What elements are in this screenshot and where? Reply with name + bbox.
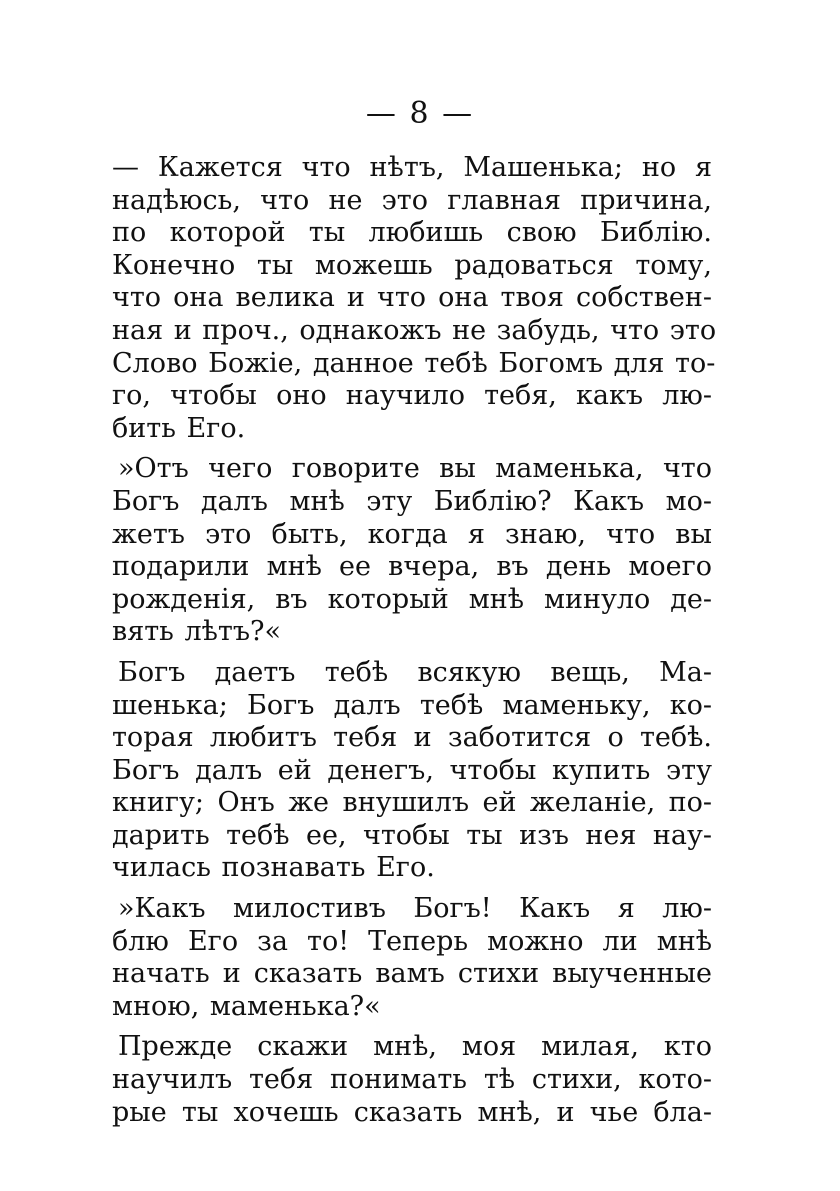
text-line: Прежде скажи мнѣ, моя милая, кто (118, 1031, 712, 1063)
text-line: что она велика и что она твоя собствен- (112, 282, 712, 314)
text-line: — Кажется что нѣтъ, Машенька; но я (112, 152, 712, 183)
paragraph-3 (112, 657, 712, 885)
page-number: — 8 — (365, 96, 475, 131)
text-line: надѣюсь, что не это главная причина, (112, 184, 712, 216)
text-line: начать и сказать вамъ стихи выученные (112, 958, 712, 990)
paragraph-4 (112, 893, 712, 1023)
text-line: по которой ты любишь свою Библію. (112, 217, 712, 249)
text-line: жетъ это быть, когда я знаю, что вы (112, 518, 712, 550)
text-line: го, чтобы оно научило тебя, какъ лю- (112, 380, 712, 412)
paragraph-5 (112, 1031, 712, 1129)
text-line: »Отъ чего говорите вы маменька, что (118, 453, 712, 485)
text-line: чилась познавать Его. (112, 852, 435, 884)
paragraph-1 (112, 152, 717, 445)
paragraph-2 (112, 453, 712, 649)
text-line: рожденія, въ который мнѣ минуло де- (112, 583, 712, 615)
text-line: книгу; Онъ же внушилъ ей желаніе, по- (112, 787, 712, 819)
text-line: блю Его за то! Теперь можно ли мнѣ (112, 925, 712, 957)
text-line: рые ты хочешь сказать мнѣ, и чье бла- (112, 1096, 712, 1128)
text-line: дарить тебѣ ее, чтобы ты изъ нея нау- (112, 819, 712, 851)
text-line: подарили мнѣ ее вчера, въ день моего (112, 551, 712, 583)
text-line: Богъ даетъ тебѣ всякую вещь, Ма- (118, 656, 712, 688)
text-line: шенька; Богъ далъ тебѣ маменьку, ко- (112, 689, 712, 721)
text-line: торая любитъ тебя и заботится о тебѣ. (112, 722, 712, 754)
text-line: вять лѣтъ?« (112, 616, 281, 648)
text-line: Богъ далъ ей денегъ, чтобы купить эту (112, 754, 712, 786)
text-line: »Какъ милостивъ Богъ! Какъ я лю- (118, 893, 712, 925)
text-line: бить Его. (112, 412, 246, 444)
text-line: Конечно ты можешь радоваться тому, (112, 249, 712, 281)
text-line: мною, маменька?« (112, 990, 381, 1022)
text-line: Богъ далъ мнѣ эту Библію? Какъ мо- (112, 485, 712, 517)
text-line: ная и проч., однакожъ не забудь, что это (112, 314, 717, 346)
text-line: Слово Божіе, данное тебѣ Богомъ для то- (112, 347, 716, 379)
body-text (112, 152, 717, 1137)
text-line: научилъ тебя понимать тѣ стихи, кото- (112, 1064, 712, 1096)
